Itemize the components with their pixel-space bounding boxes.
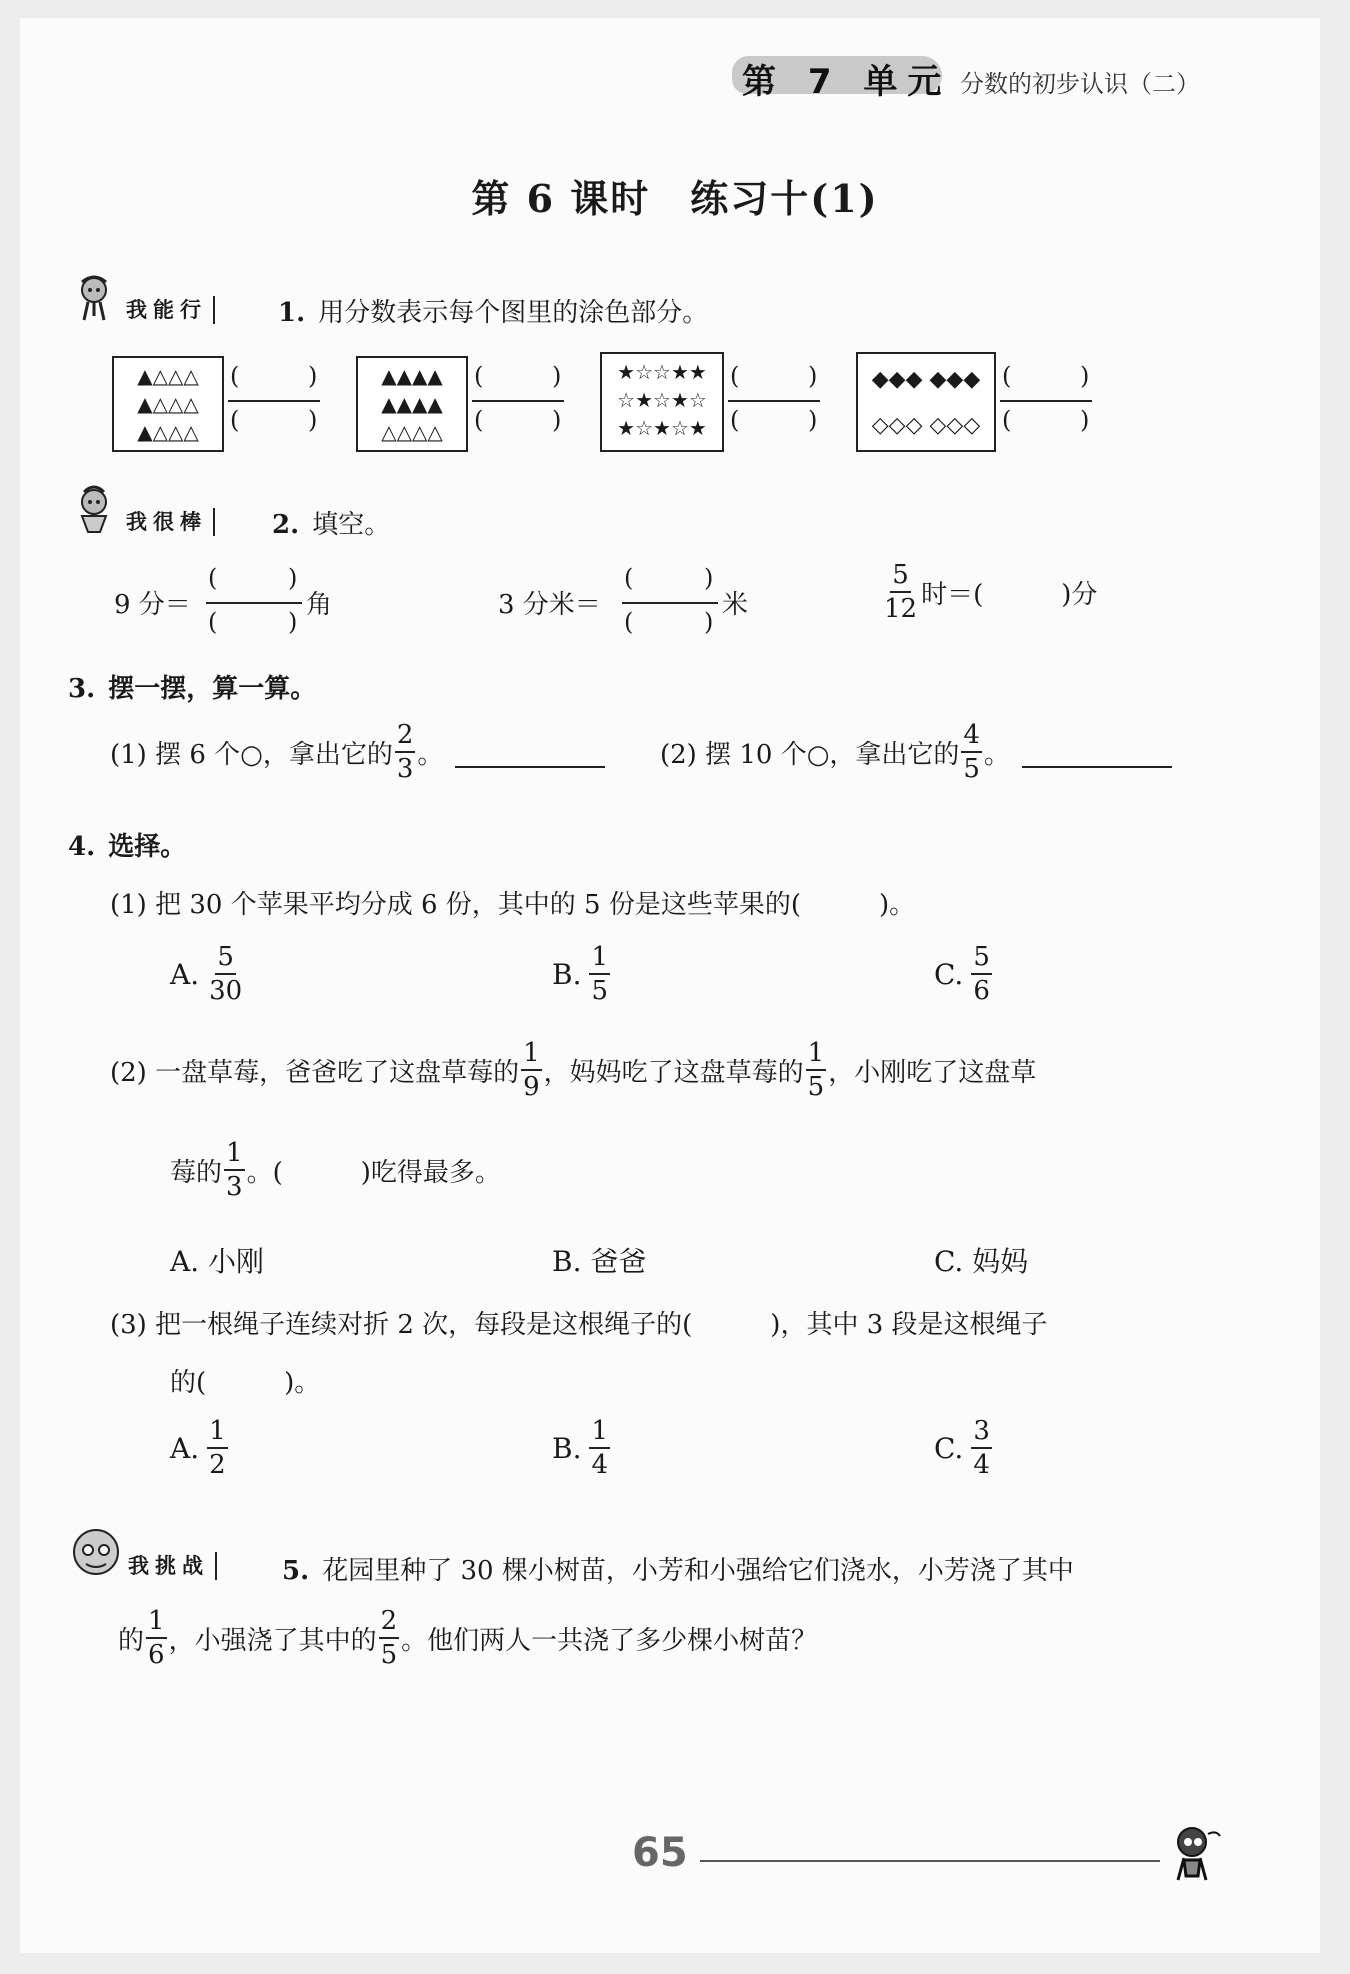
option-label: B. xyxy=(552,957,582,991)
badge-row-1 xyxy=(70,272,215,324)
shape-row: △△△△ xyxy=(381,420,443,444)
fraction-numerator: 5 xyxy=(971,944,992,975)
mascot-icon xyxy=(70,1528,122,1580)
q2-item2-fraction-blank[interactable] xyxy=(622,564,718,640)
q4-number: 4. xyxy=(68,832,96,862)
q4-s3-option-b[interactable] xyxy=(552,1418,612,1478)
unit-title: 第 7 单元 xyxy=(742,62,952,102)
answer-line[interactable] xyxy=(455,766,605,768)
unit-subtitle: 分数的初步认识（二） xyxy=(960,70,1200,98)
q3-part2-text: (2) 摆 10 个○，拿出它的 xyxy=(660,739,960,770)
shape-row: ◆◆◆ ◆◆◆ xyxy=(871,367,981,392)
paren-close: ) xyxy=(288,564,298,592)
q4-s2-text: (2) 一盘草莓，爸爸吃了这盘草莓的 xyxy=(110,1057,520,1088)
fraction-denominator: 5 xyxy=(380,1640,398,1670)
fraction xyxy=(589,1418,610,1478)
fraction-line xyxy=(228,400,320,402)
shape-box-3 xyxy=(600,352,724,452)
fraction-numerator: 1 xyxy=(806,1040,827,1071)
q4-s2-option-b[interactable]: B. 爸爸 xyxy=(552,1245,647,1278)
paren-close: ) xyxy=(288,608,298,636)
fraction-denominator: 30 xyxy=(209,976,243,1006)
q2-item2-left: 3 分米＝ xyxy=(498,590,601,620)
shape-row: ◇◇◇ ◇◇◇ xyxy=(871,413,981,438)
paren-close: ) xyxy=(308,362,318,390)
fraction-numerator: 1 xyxy=(207,1418,228,1449)
fraction xyxy=(971,1418,992,1478)
q5-number: 5. xyxy=(282,1556,310,1586)
shape-row: ☆★☆★☆ xyxy=(617,388,707,412)
q2-text: 填空。 xyxy=(312,510,391,540)
shape-box-1 xyxy=(112,356,224,452)
q4-s2-line2 xyxy=(170,1140,501,1200)
fraction-denominator: 4 xyxy=(973,1450,990,1480)
paren-close: ) xyxy=(308,406,318,434)
shape-row: ★☆☆★★ xyxy=(617,360,707,384)
q5-text: 的 xyxy=(118,1625,145,1656)
badge-label: 我挑战 xyxy=(128,1554,209,1578)
badge-divider xyxy=(213,296,215,324)
fraction-line xyxy=(206,602,302,604)
shape-row: ▲△△△ xyxy=(137,364,199,388)
footer-rule xyxy=(700,1860,1160,1862)
page-number: 65 xyxy=(632,1830,688,1876)
q3-part2 xyxy=(660,722,1172,782)
shape-row: ★☆★☆★ xyxy=(617,416,707,440)
punctuation: 。 xyxy=(983,739,1010,770)
fraction-blank-2[interactable] xyxy=(472,362,564,438)
paren-open: ( xyxy=(208,564,218,592)
q1-number: 1. xyxy=(278,298,306,328)
fraction-denominator: 12 xyxy=(884,594,918,624)
badge-label: 我很棒 xyxy=(126,510,207,534)
paren-open: ( xyxy=(730,406,740,434)
paren-close: ) xyxy=(808,362,818,390)
fraction xyxy=(224,1140,245,1200)
fraction-denominator: 2 xyxy=(209,1450,226,1480)
badge-row-3 xyxy=(70,1528,217,1580)
unit-header xyxy=(720,50,1240,100)
mascot-icon xyxy=(70,484,122,536)
fraction-numerator: 1 xyxy=(589,944,610,975)
q3-part1-text: (1) 摆 6 个○，拿出它的 xyxy=(110,739,393,770)
q4-s2-option-c[interactable]: C. 妈妈 xyxy=(934,1245,1029,1278)
option-label: B. xyxy=(552,1431,582,1465)
fraction-line xyxy=(622,602,718,604)
q4-s1-option-a[interactable] xyxy=(170,944,246,1004)
fraction-numerator: 5 xyxy=(890,562,911,593)
fraction xyxy=(207,1418,228,1478)
fraction-denominator: 5 xyxy=(591,976,609,1006)
q5-line2 xyxy=(118,1608,817,1668)
q4-s2-line1 xyxy=(110,1040,1036,1100)
shape-row: ▲△△△ xyxy=(137,392,199,416)
fraction-numerator: 3 xyxy=(971,1418,992,1449)
paren-open: ( xyxy=(624,564,634,592)
badge-divider xyxy=(213,508,215,536)
q4-s2-text[interactable]: 。( )吃得最多。 xyxy=(246,1157,501,1188)
paren-close: ) xyxy=(552,406,562,434)
paren-open: ( xyxy=(474,406,484,434)
q5-text: 。他们两人一共浇了多少棵小树苗？ xyxy=(401,1625,818,1656)
q4-text: 选择。 xyxy=(108,832,187,862)
fraction-numerator: 5 xyxy=(215,944,236,975)
fraction-denominator: 6 xyxy=(973,976,990,1006)
fraction-numerator: 1 xyxy=(589,1418,610,1449)
q4-s2-option-a[interactable]: A. 小刚 xyxy=(170,1245,265,1278)
mascot-icon xyxy=(1158,1820,1228,1890)
q5-text: ，小强浇了其中的 xyxy=(168,1625,377,1656)
lesson-title: 第 6 课时 练习十(1) xyxy=(471,176,879,221)
option-label: A. xyxy=(170,1431,200,1465)
paren-close: ) xyxy=(704,608,714,636)
paren-open: ( xyxy=(474,362,484,390)
q4-s1-text: (1) 把 30 个苹果平均分成 6 份，其中的 5 份是这些苹果的( )。 xyxy=(110,890,916,920)
q4-heading xyxy=(68,826,186,863)
shape-row: ▲▲▲▲ xyxy=(381,364,443,388)
paren-close: ) xyxy=(704,564,714,592)
q2-number: 2. xyxy=(272,510,300,540)
q3-number: 3. xyxy=(68,674,96,704)
badge-row-2 xyxy=(70,484,215,536)
fraction-numerator: 2 xyxy=(395,722,416,753)
q4-s3-option-a[interactable] xyxy=(170,1418,230,1478)
fraction-line xyxy=(472,400,564,402)
q2-item3-text[interactable]: 时＝( )分 xyxy=(921,579,1098,610)
paren-close: ) xyxy=(808,406,818,434)
fraction-denominator: 3 xyxy=(396,754,414,784)
fraction-denominator: 6 xyxy=(148,1640,165,1670)
fraction xyxy=(971,944,992,1004)
fraction-numerator: 1 xyxy=(521,1040,542,1071)
fraction-denominator: 5 xyxy=(963,754,980,784)
option-label: A. xyxy=(170,957,200,991)
shape-box-2 xyxy=(356,356,468,452)
badge-label: 我能行 xyxy=(126,298,207,322)
q3-part1 xyxy=(110,722,605,782)
fraction-denominator: 3 xyxy=(226,1172,243,1202)
shape-box-4 xyxy=(856,352,996,452)
paren-open: ( xyxy=(1002,362,1012,390)
q2-heading xyxy=(272,504,390,541)
paren-open: ( xyxy=(208,608,218,636)
q4-s1-option-c[interactable] xyxy=(934,944,994,1004)
paren-open: ( xyxy=(230,406,240,434)
q3-text: 摆一摆，算一算。 xyxy=(108,674,317,704)
q2-item1-fraction-blank[interactable] xyxy=(206,564,302,640)
fraction xyxy=(207,944,244,1004)
fraction-numerator: 4 xyxy=(961,722,982,753)
q5-text: 花园里种了 30 棵小树苗，小芳和小强给它们浇水，小芳浇了其中 xyxy=(322,1556,1074,1586)
punctuation: 。 xyxy=(417,739,444,770)
fraction xyxy=(589,944,610,1004)
paren-open: ( xyxy=(230,362,240,390)
fraction-line xyxy=(728,400,820,402)
fraction xyxy=(521,1040,542,1100)
paren-close: ) xyxy=(1080,406,1090,434)
fraction xyxy=(395,722,416,782)
fraction xyxy=(379,1608,400,1668)
q1-text: 用分数表示每个图里的涂色部分。 xyxy=(318,298,709,328)
fraction xyxy=(882,562,919,622)
q4-s2-text: ，妈妈吃了这盘草莓的 xyxy=(543,1057,804,1088)
shape-row: ▲▲▲▲ xyxy=(381,392,443,416)
fraction xyxy=(961,722,982,782)
fraction-denominator: 5 xyxy=(807,1072,825,1102)
shape-row: ▲△△△ xyxy=(137,420,199,444)
q4-s3-text: 的( )。 xyxy=(170,1368,321,1398)
q2-item1-unit: 角 xyxy=(306,590,333,620)
answer-line[interactable] xyxy=(1022,766,1172,768)
q4-s2-text: 莓的 xyxy=(170,1157,223,1188)
paren-close: ) xyxy=(1080,362,1090,390)
q4-s2-text: ，小刚吃了这盘草 xyxy=(828,1057,1037,1088)
q4-s3-text: (3) 把一根绳子连续对折 2 次，每段是这根绳子的( )，其中 3 段是这根绳子 xyxy=(110,1310,1048,1340)
fraction-line xyxy=(1000,400,1092,402)
fraction-numerator: 1 xyxy=(224,1140,245,1171)
q2-item1-left: 9 分＝ xyxy=(114,590,191,620)
fraction xyxy=(806,1040,827,1100)
q5-answer-area[interactable] xyxy=(110,1690,1210,1810)
q4-s1-option-b[interactable] xyxy=(552,944,612,1004)
q3-heading xyxy=(68,668,316,705)
paren-open: ( xyxy=(624,608,634,636)
fraction-blank-1[interactable] xyxy=(228,362,320,438)
q1-heading xyxy=(278,292,708,329)
q2-item3 xyxy=(880,562,1097,622)
paren-open: ( xyxy=(730,362,740,390)
q2-item2-unit: 米 xyxy=(722,590,749,620)
fraction-blank-3[interactable] xyxy=(728,362,820,438)
paren-open: ( xyxy=(1002,406,1012,434)
mascot-icon xyxy=(70,272,122,324)
fraction-denominator: 9 xyxy=(523,1072,540,1102)
paren-close: ) xyxy=(552,362,562,390)
badge-divider xyxy=(215,1552,217,1580)
q4-s3-option-c[interactable] xyxy=(934,1418,994,1478)
fraction-blank-4[interactable] xyxy=(1000,362,1092,438)
fraction-numerator: 1 xyxy=(146,1608,167,1639)
fraction xyxy=(146,1608,167,1668)
option-label: C. xyxy=(934,957,964,991)
fraction-numerator: 2 xyxy=(379,1608,400,1639)
q5-line1 xyxy=(282,1550,1074,1587)
option-label: C. xyxy=(934,1431,964,1465)
fraction-denominator: 4 xyxy=(591,1450,609,1480)
